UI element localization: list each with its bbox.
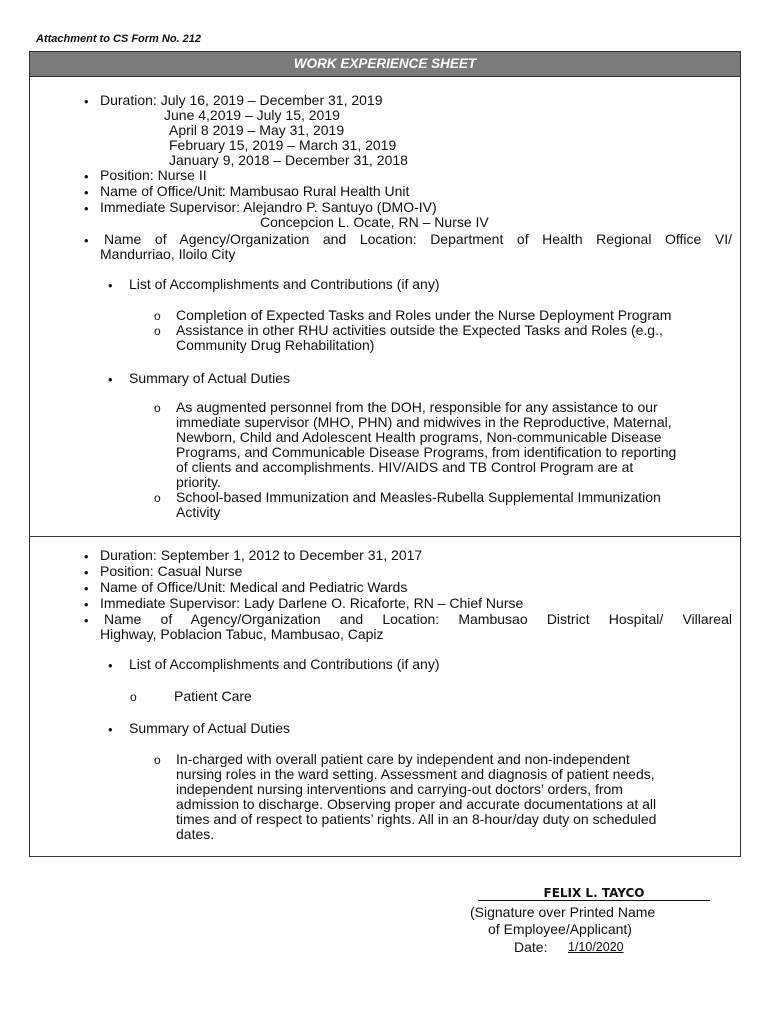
duty-line: immediate supervisor (MHO, PHN) and midwives in the Reproductive, Maternal,: [176, 414, 672, 430]
accomplishment-item: Assistance in other RHU activities outside the Expected Tasks and Roles (e.g.,: [176, 322, 663, 338]
signature-line: [478, 884, 710, 901]
duration: Duration: July 16, 2019 – December 31, 2019: [100, 92, 383, 108]
immediate-supervisor: Immediate Supervisor: Lady Darlene O. Ricaforte, RN – Chief Nurse: [100, 595, 524, 611]
agency-location: Name of Agency/Organization and Location: Mambusao District Hospital/ Villareal: [104, 611, 732, 627]
accomplishments-heading: List of Accomplishments and Contributions (if any): [129, 276, 440, 292]
sheet-title: WORK EXPERIENCE SHEET: [30, 52, 740, 77]
signature-caption-2: of Employee/Applicant): [488, 921, 632, 937]
duty-line: School-based Immunization and Measles-Rubella Supplemental Immunization: [176, 489, 661, 505]
duty-line: Newborn, Child and Adolescent Health programs, Non-communicable Disease: [176, 429, 662, 445]
duty-line: times and of respect to patients’ rights. All in an 8-hour/day duty on scheduled: [176, 811, 657, 827]
signature-caption-1: (Signature over Printed Name: [470, 904, 656, 920]
bullet-icon: •: [84, 613, 89, 628]
accomplishment-item-cont: Community Drug Rehabilitation): [176, 337, 375, 353]
date-value: 1/10/2020: [568, 940, 624, 954]
duty-line: As augmented personnel from the DOH, responsible for any assistance to our: [176, 399, 658, 415]
duty-line: priority.: [176, 474, 221, 490]
sub-bullet: o: [154, 753, 161, 767]
position: Position: Casual Nurse: [100, 563, 243, 579]
office-unit: Name of Office/Unit: Mambusao Rural Health Unit: [100, 183, 410, 199]
work-experience-sheet: [29, 51, 741, 857]
bullet-icon: •: [84, 94, 89, 109]
agency-location-cont: Mandurriao, Iloilo City: [100, 246, 236, 262]
duties-heading: Summary of Actual Duties: [129, 370, 291, 386]
sub-bullet: o: [154, 324, 161, 338]
bullet-icon: •: [84, 233, 89, 248]
duty-line: of clients and accomplishments. HIV/AIDS and TB Control Program are at: [176, 459, 634, 475]
duty-line: nursing roles in the ward setting. Assessment and diagnosis of patient needs,: [176, 766, 655, 782]
accomplishment-item: Patient Care: [174, 688, 252, 704]
bullet-icon: •: [108, 722, 113, 737]
duty-line: independent nursing interventions and carrying-out doctors’ orders, from: [176, 781, 623, 797]
immediate-supervisor: Immediate Supervisor: Alejandro P. Santuyo (DMO-IV): [100, 199, 437, 215]
duration-extra: April 8 2019 – May 31, 2019: [169, 122, 345, 138]
duration-extra: January 9, 2018 – December 31, 2018: [169, 152, 408, 168]
bullet-icon: •: [84, 565, 89, 580]
bullet-icon: •: [108, 372, 113, 387]
bullet-icon: •: [108, 658, 113, 673]
duty-line: Programs, and Communicable Disease Programs, from identification to reporting: [176, 444, 677, 460]
duration: Duration: September 1, 2012 to December 31, 2017: [100, 547, 423, 563]
bullet-icon: •: [84, 549, 89, 564]
bullet-icon: •: [84, 581, 89, 596]
attachment-label: Attachment to CS Form No. 212: [36, 33, 202, 45]
bullet-icon: •: [84, 169, 89, 184]
sub-bullet: o: [130, 690, 137, 704]
position: Position: Nurse II: [100, 167, 207, 183]
sub-bullet: o: [154, 401, 161, 415]
duty-line: In-charged with overall patient care by independent and non-independent: [176, 751, 630, 767]
duty-line: Activity: [176, 504, 221, 520]
duration-extra: June 4,2019 – July 15, 2019: [164, 107, 340, 123]
agency-location: Name of Agency/Organization and Location: Department of Health Regional Office VI/: [104, 231, 732, 247]
accomplishments-heading: List of Accomplishments and Contributions (if any): [129, 656, 440, 672]
sub-bullet: o: [154, 309, 161, 323]
immediate-supervisor-2: Concepcion L. Ocate, RN – Nurse IV: [260, 214, 489, 230]
bullet-icon: •: [108, 278, 113, 293]
bullet-icon: •: [84, 201, 89, 216]
duration-extra: February 15, 2019 – March 31, 2019: [169, 137, 397, 153]
duties-heading: Summary of Actual Duties: [129, 720, 291, 736]
duty-line: admission to discharge. Observing proper and accurate documentations at all: [176, 796, 657, 812]
experience-entry-1: [30, 77, 740, 537]
date-label: Date:: [514, 939, 548, 955]
printed-name: FELIX L. TAYCO: [543, 886, 645, 900]
accomplishment-item: Completion of Expected Tasks and Roles under the Nurse Deployment Program: [176, 307, 672, 323]
office-unit: Name of Office/Unit: Medical and Pediatric Wards: [100, 579, 408, 595]
agency-location-cont: Highway, Poblacion Tabuc, Mambusao, Capiz: [100, 626, 384, 642]
experience-entry-2: [30, 537, 740, 856]
duty-line: dates.: [176, 826, 215, 842]
bullet-icon: •: [84, 185, 89, 200]
bullet-icon: •: [84, 597, 89, 612]
sub-bullet: o: [154, 491, 161, 505]
